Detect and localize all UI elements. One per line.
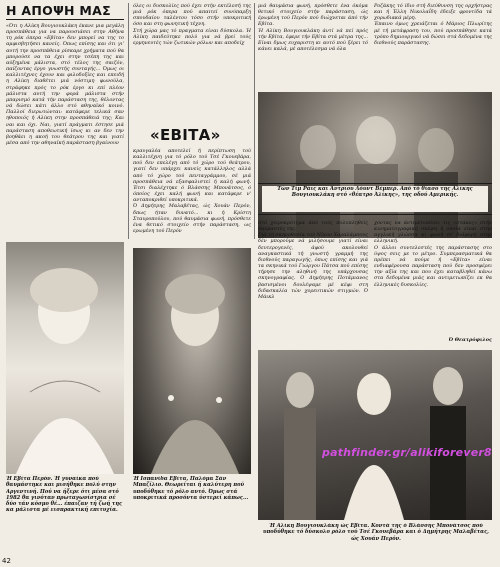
article-column-1: «Ότι η Αλίκη Βουγιουκλάκη έκανε μια μεγάλη προσπάθεια για να παρουσιάσει στην Αθήνα τη ρόκ όπερα «Εβίτα» δεν μπορεί να της το αμφισβητήσει κανείς. Όπως επίσης και ότι γι' αυτή την προσπάθεια ρίσκαρε χρήματα πού θα μπορούσε να τα έχει στην τσέπη της και αύξημένα μάλιστα, στό τέλος της σαιζόν, παίζοντας έργο γνωστής συνταγής... Όμως οι καλλιτέχνες έχουν και φιλοδοξίες και επειδή η Αλίκη διαθέτει μιά νόστιμη φωνούλα, στράφηκε πρός το ρόκ έργο κι επί πλέον μάλιστα αυτή την φορά μάλιστα στήν μπαρισμό κατά τήν παράσταση της, θέλοντας νά δώσει κάτι άλλο στό αθηναϊκό κοινό. Παλλοί διερωτώνται: κατάφερε τελικά σαν ηθοποιός ή Αλίκη στην προσπάθειά της; Και ναι και όχι. Ναι, γιατί πράγματι έστησε μιά παράσταση αποθεωτική ίσως κι αν δεν την βοηθάει η ακοή του θεάτρου της και γιατί μέσα από την αθηναϊκή παράσταση βγαίνουν <box>6 23 124 146</box>
paloma-san-basilio-caption: Ή Ισπανίδα Εβίτα, Παλόμα Σάν Μπαζίλιο. Θεωρείται ή καλύτερη πού υποδύθηκε τό ρόλο αυτό. Όμως στά υποκριτικά προσόντα ύστερεί κάπως... <box>133 476 249 501</box>
article-column-2-continued: κραυγαλέα αποτελεί ή περίπτωση τού καλλιτέχνη για τό ρόλο τού Τσέ Γκουεβάρα, πού δεν επελέγη από τό χώρο τού θεάτρου, γιατί δεν υπάρχει κανείς κατάλληλος αλλά από τό χώρο τού πενταγράμμου, σέ μιά προσπάθεια νά εξασφαλιστεί ή καλή φωνή. Έτσι διαλέχτηκε ό Βλάσσης Μπονάτσος, ό όποίος έχει καλή φωνή και κατάφερε ν' ανταποκριθεί υποκριτικά. Ό Δημήτρης Μαλαβέτας, ώς Χουάν Περόν, δπως ήταν δυνατό... κι ή Κρίστη Σταυροπούλου, πού θαυμάσια φωνή, πρόσθετε ένα θετικό στοιχείο στήν παράσταση, ως ερωμένη τού Περόν <box>133 148 251 235</box>
cast-photo-top-caption: Τών Τίμ Ράις και Άντριου Λόυντ Βέμπερ. Από τό θίασο της Αλίκης Βουγιουκλάκη στό «θέατρο Άλίκης», της οδού Αμερικής. <box>262 186 488 212</box>
cast-photo-top-illustration <box>258 92 492 238</box>
article-column-3-continued: στό χειροκρότημα άπό τούς πολυπληθείς θαυμαστές της. Γιά τή σκηνοθεσία τού Νίκου Χαραλάμπους δέν μπορούμε νά μιλήσουμε γιατί είναι δευτερογενές, άφού ακολουθεί αναγκαστικά τή γνωστή γραμμή της διεθνούς παραγωγής, όπως επίσης και γιά τα σκηνικά τού Γιώργου Πάτσα πού επίσης τήρησε την αληθινή της υπάρχουσας σκηνογραφίας. Ο Δημήτρης Ποτάμιανος βασισμένοι δουλέψαμε μέ κέφι στη διδασκαλία τών χορευτικών στιγμών. Ό Μάικλ <box>258 220 368 300</box>
eva-peron-photo <box>6 242 124 474</box>
column-divider-2 <box>254 3 255 239</box>
eva-peron-illustration <box>6 242 124 474</box>
aliki-cast-illustration <box>258 350 492 520</box>
paloma-san-basilio-photo <box>133 248 251 474</box>
heading-rule <box>6 19 124 20</box>
article-column-4: Ροζάκης τό ίδιο στή διεύθυνση της ορχήστρας και ή Έλλη Νικολαΐδη έδειξε φροντίδα τά χορωδιακά μέρη. Έπαινο όμως χρειάζεται ό Μάριος Πλωρίτης μέ τή μετάφραση του, πού προσπάθησε κατά τρόπο δημιουργικό νά δώσει στά δεδομένα της διεθνούς παράστασης. <box>374 3 492 46</box>
column-divider-1 <box>128 3 129 239</box>
cast-photo-top <box>258 92 492 238</box>
aliki-cast-photo <box>258 350 492 520</box>
section-heading: Η ΑΠΟΨΗ ΜΑΣ <box>6 3 111 18</box>
caption-divider-bottom <box>258 214 492 215</box>
eva-peron-caption: Ή Εβίτα Περόν. Ή γυναίκα πού θαυμάστηκε και μισήθηκε πολύ στην Αργεντινή. Πού να ήξερε ότι μέσα στό 1982 θα γινόταν πρωταγωνίστρια σέ δύο τάν κόσμο θέ... έπαιζαν τή ζωή της κα μάλιστα μέ εισπρακτική επιτυχία. <box>6 476 123 514</box>
aliki-cast-caption: Ή Αλίκη Βουγιουκλάκη ώς Εβίτα. Κοντά της ό Βλάσσης Μπονάτσος πού υποδύθηκε τό δύσκολο ρόλο τού Τσέ Γκουεβάρα και ό Δημήτρης Μαλαβέτας, ώς Χουάν Περόν. <box>263 523 489 542</box>
article-column-2: όλες οι δυσκολίες πού έχει στήν εκτέλεσή της μιά ρόκ όπερα πού απαιτεί συνύπαρξη σπουδαίου ταλέντου τόσο στήν υποκριτική όσο και στη φωνητική τέχνη. Στή χώρα μας τό πραγματα είναι δύσκολα. Ή Αλίκη παιδεύτηκε πολύ για νά βρεί τούς ερμηνευτές τών ζωτικών ρόλων και αποδείχ <box>133 3 251 46</box>
page-number: 42 <box>2 557 11 565</box>
caption-divider-top <box>258 183 492 184</box>
author-signature: Ό Θεατρόφιλος <box>448 337 492 343</box>
article-column-3: μιά θαυμάσια φωνή, πρόσθετε ένα όκόμα θετικό στοιχείο στήν παράσταση, ώς έρωμένη τού Περόν πού διώχνεται άπό τήν Εβίτα. Ή Αλίκη Βουγιουκλάκη άντί νά πεί πρός τήν Εβίτα, έφερε τήν Εβίτα στά μέτρα της... Είναι δμως ευχαριστη κι αυτό πού ξέρει τό κάνει καλά, μέ αποτέλεσμα νά όλα <box>258 3 368 53</box>
paloma-san-basilio-illustration <box>133 248 251 474</box>
article-column-4-continued: χοντας να άντιμετωπίσει τις «στάκες» στήν κινηματογραφική σκέψη ή οποία είναι στην αγγλική γλώσσα κι φωνή σέ διάφορη στην ελληνική. Ο άλλοι συντελεστές της παράστασης στο ύψος σεις με το μέτρο. Συμπερασματικά θα πρέπει νά πούμε ή «Εβίτα» είναι ενδιαφέρουσα παράσταση πού δεν προσφέρει την αξία της και που έχει καταβληθεί κάνω στα δεδομένα μιάς και αντιμετωπίζει εκ θα έλληνικές δυσκολίες. <box>374 220 492 288</box>
site-watermark: pathfinder.gr/alikiforever8 <box>322 446 492 459</box>
article-title: «ΕΒΙΤΑ» <box>150 126 221 144</box>
